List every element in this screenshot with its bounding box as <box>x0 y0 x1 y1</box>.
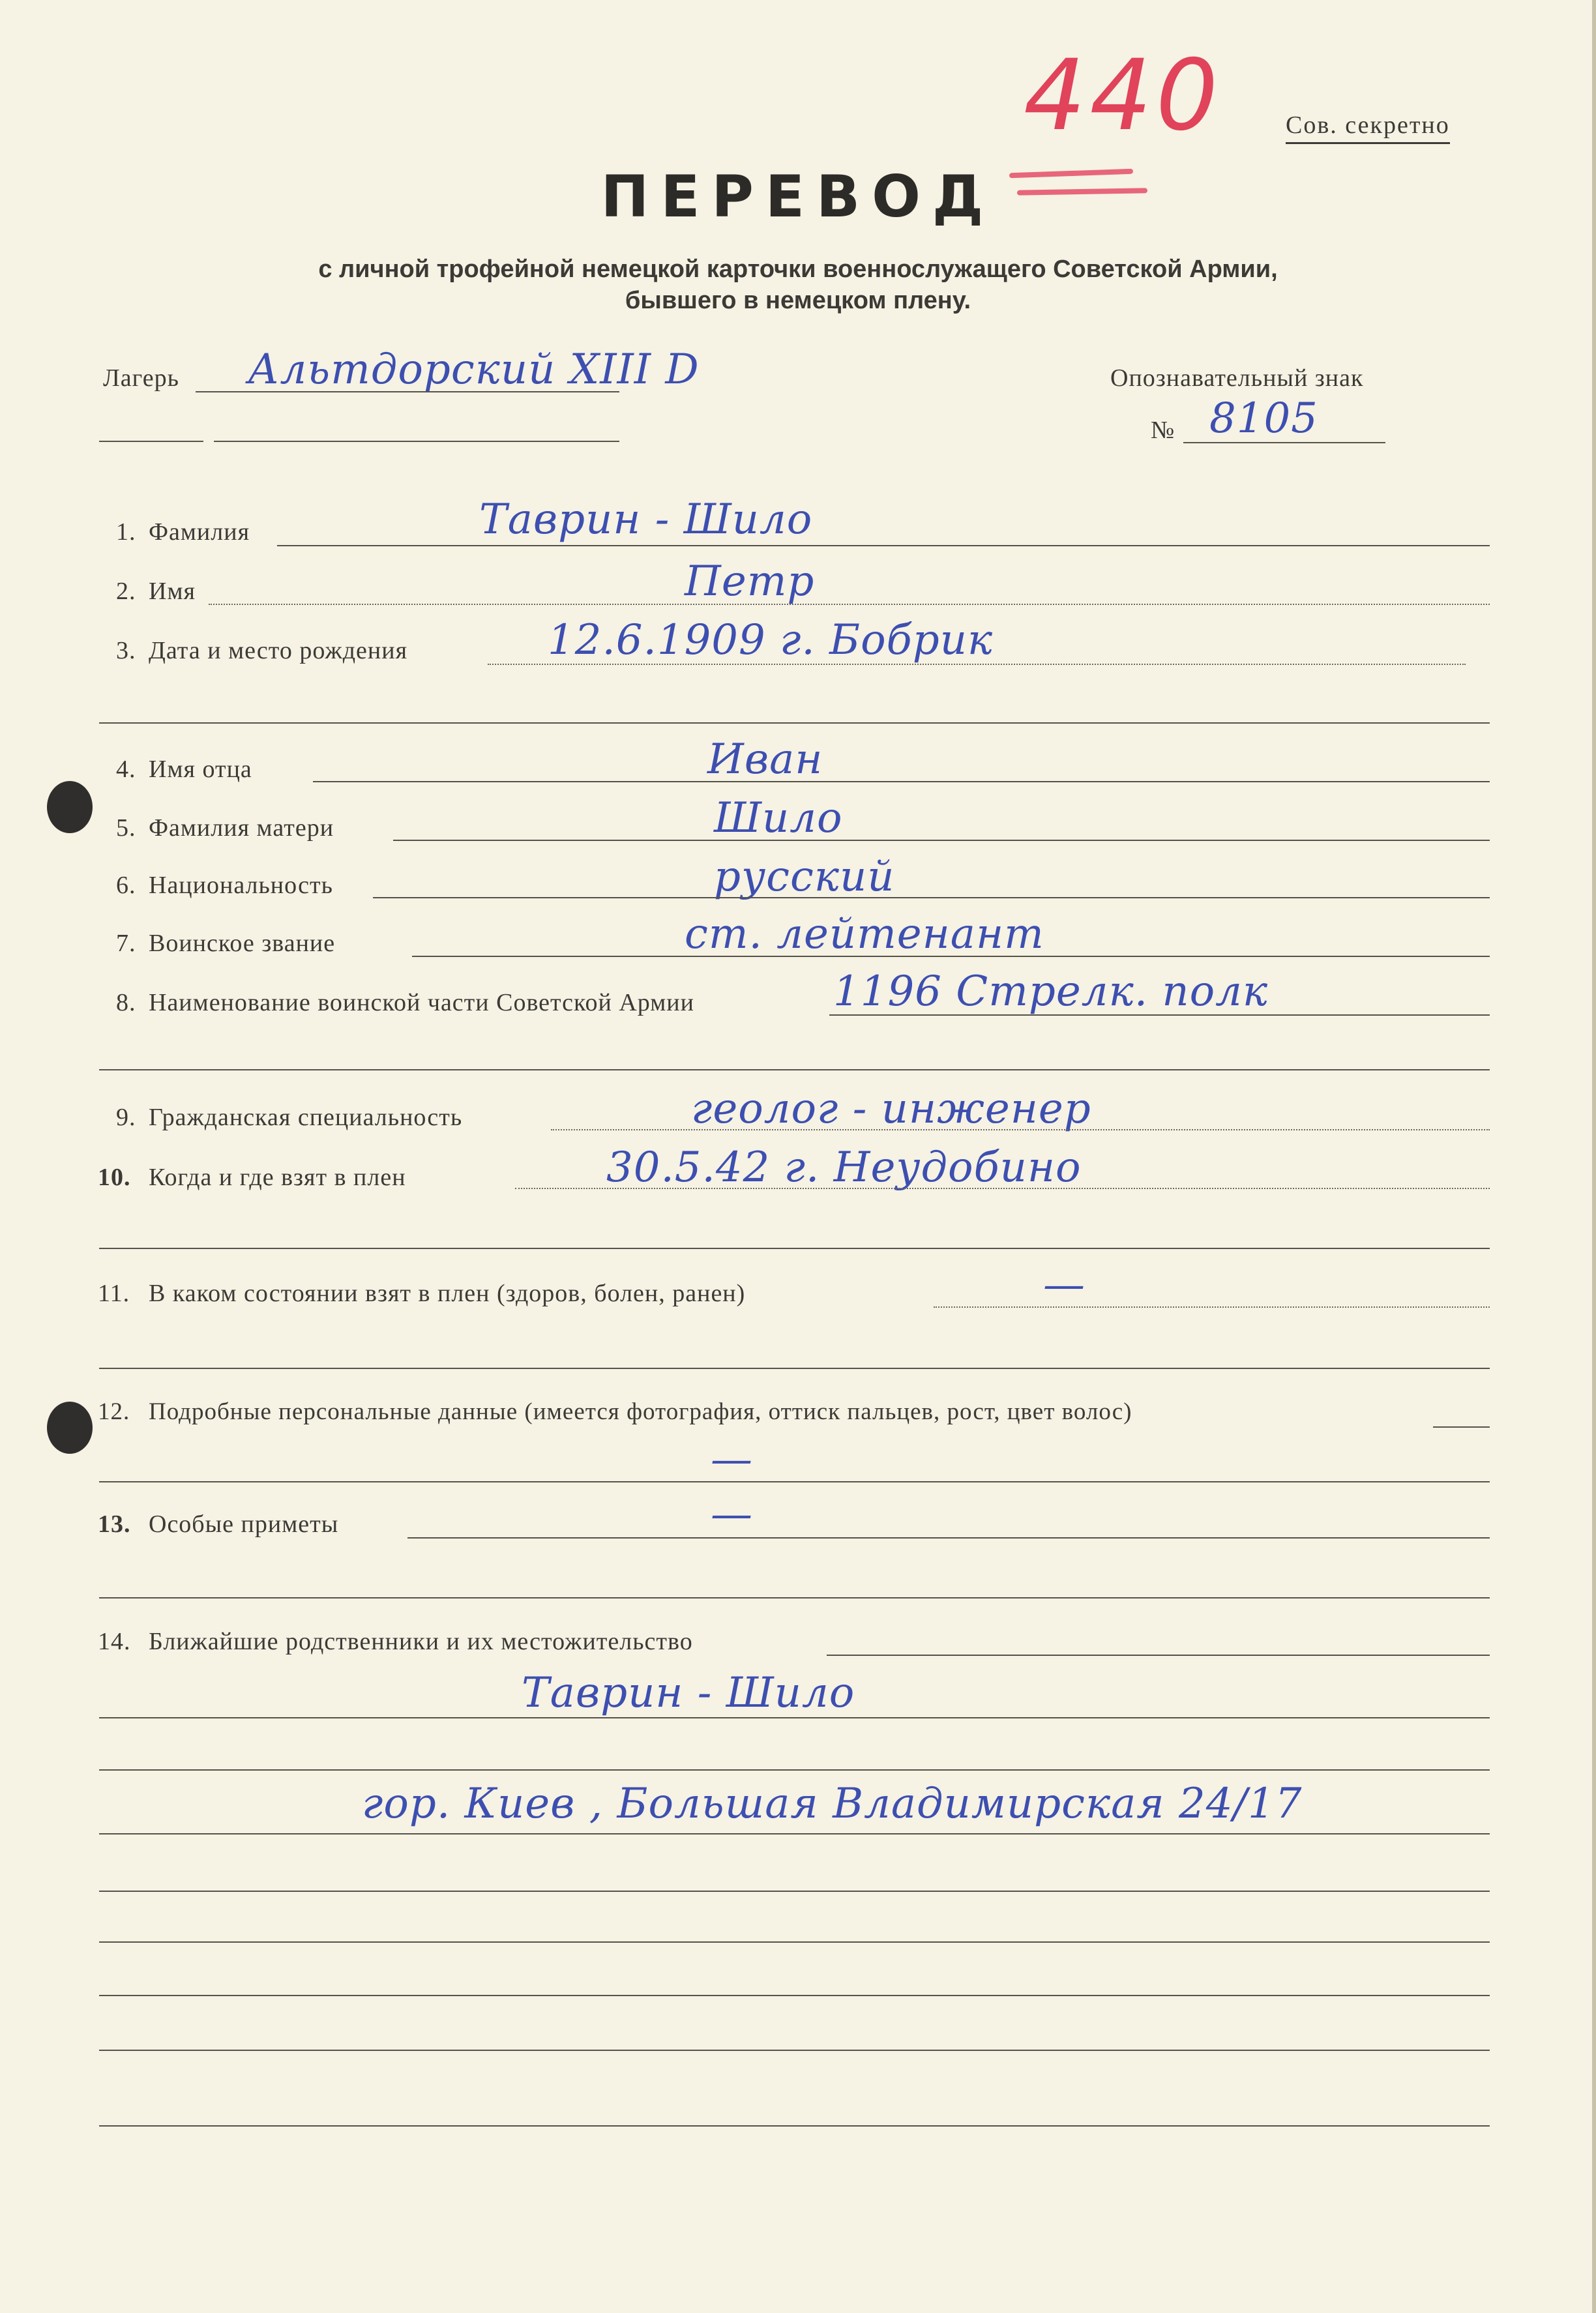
relatives-address: гор. Киев , Большая Владимирская 24/17 <box>362 1780 1303 1828</box>
field-3-number: 3. <box>116 637 136 664</box>
camp-line-2b <box>214 441 619 442</box>
field-8-label: Наименование воинской части Советской Армии <box>149 989 694 1016</box>
field-8-line-2 <box>99 1069 1490 1070</box>
field-11-line-2 <box>99 1368 1490 1369</box>
field-14-line-9 <box>99 2125 1490 2127</box>
field-4-line <box>313 781 1490 782</box>
subtitle-line-2: бывшего в немецком плену. <box>625 287 971 314</box>
page-title: ПЕРЕВОД <box>600 163 996 230</box>
field-3-line-2 <box>99 722 1490 724</box>
camp-value: Альтдорский XIII D <box>248 346 700 394</box>
field-3-label: Дата и место рождения <box>149 637 408 664</box>
field-6-label: Национальность <box>149 872 333 899</box>
field-4-value: Иван <box>707 735 823 784</box>
id-tag-number-prefix: № <box>1151 417 1175 444</box>
field-12-line-2 <box>99 1481 1490 1482</box>
field-12-line <box>1433 1426 1490 1428</box>
field-10-label: Когда и где взят в плен <box>149 1164 406 1191</box>
field-2-number: 2. <box>116 578 136 605</box>
field-14-line-8 <box>99 2050 1490 2051</box>
field-8-value: 1196 Стрелк. полк <box>833 967 1269 1016</box>
field-6-number: 6. <box>116 872 136 899</box>
field-13-line-2 <box>99 1597 1490 1598</box>
field-1-label: Фамилия <box>149 518 250 546</box>
camp-line <box>196 391 619 392</box>
field-6-line <box>373 897 1490 898</box>
field-9-label: Гражданская специальность <box>149 1104 463 1131</box>
field-1-line <box>277 545 1490 546</box>
field-3-value: 12.6.1909 г. Бобрик <box>548 616 994 664</box>
field-9-value: геолог - инженер <box>691 1085 1091 1133</box>
field-14-line-3 <box>99 1769 1490 1771</box>
field-7-value: ст. лейтенант <box>685 910 1044 958</box>
field-5-value: Шило <box>714 794 843 842</box>
field-13-number: 13. <box>98 1510 131 1538</box>
field-5-label: Фамилия матери <box>149 814 334 842</box>
field-14-value: Таврин - Шило <box>522 1669 855 1717</box>
id-tag-line <box>1183 442 1385 443</box>
punch-hole <box>47 781 93 833</box>
field-7-number: 7. <box>116 930 136 957</box>
punch-hole <box>47 1402 93 1454</box>
field-9-line <box>551 1129 1490 1130</box>
camp-label: Лагерь <box>103 364 179 392</box>
subtitle-line-1: с личной трофейной немецкой карточки военнослужащего Советской Армии, <box>318 256 1278 283</box>
camp-line-2a <box>99 441 203 442</box>
field-1-value: Таврин - Шило <box>479 495 813 544</box>
id-tag-number: 8105 <box>1209 394 1318 443</box>
field-13-label: Особые приметы <box>149 1510 339 1538</box>
field-4-number: 4. <box>116 756 136 783</box>
field-11-line <box>934 1306 1490 1308</box>
field-14-line-4 <box>99 1833 1490 1834</box>
field-7-line <box>412 956 1490 957</box>
field-3-line <box>488 664 1466 665</box>
field-13-line <box>407 1537 1490 1539</box>
field-10-value: 30.5.42 г. Неудобино <box>606 1143 1082 1192</box>
field-14-line-7 <box>99 1995 1490 1996</box>
field-8-number: 8. <box>116 989 136 1016</box>
field-5-number: 5. <box>116 814 136 842</box>
field-1-number: 1. <box>116 518 136 546</box>
field-2-label: Имя <box>149 578 196 605</box>
field-4-label: Имя отца <box>149 756 252 783</box>
field-7-label: Воинское звание <box>149 930 336 957</box>
field-10-line-2 <box>99 1248 1490 1249</box>
field-10-line <box>515 1188 1490 1189</box>
field-14-label: Ближайшие родственники и их местожительство <box>149 1628 693 1655</box>
field-8-line <box>829 1014 1490 1016</box>
field-14-number: 14. <box>98 1628 131 1655</box>
secret-label: Сов. секретно <box>1286 111 1450 144</box>
id-tag-label: Опознавательный знак <box>1110 364 1364 392</box>
field-13-value: — <box>711 1490 753 1539</box>
field-12-number: 12. <box>98 1398 130 1425</box>
field-14-line <box>827 1655 1490 1656</box>
field-12-value: — <box>711 1436 753 1484</box>
field-11-label: В каком состоянии взят в плен (здоров, болен, ранен) <box>149 1280 746 1307</box>
field-14-line-6 <box>99 1941 1490 1943</box>
field-14-line-2 <box>99 1717 1490 1718</box>
field-14-line-5 <box>99 1891 1490 1892</box>
field-5-line <box>393 840 1490 841</box>
field-2-value: Петр <box>685 557 815 606</box>
field-11-value: — <box>1043 1261 1086 1309</box>
field-12-label: Подробные персональные данные (имеется фотография, оттиск пальцев, рост, цвет волос) <box>149 1398 1132 1425</box>
field-10-number: 10. <box>98 1164 131 1191</box>
field-6-value: русский <box>714 853 895 901</box>
handwritten-number: 440 <box>1024 39 1222 153</box>
field-2-line <box>209 604 1490 605</box>
field-9-number: 9. <box>116 1104 136 1131</box>
field-11-number: 11. <box>98 1280 130 1307</box>
